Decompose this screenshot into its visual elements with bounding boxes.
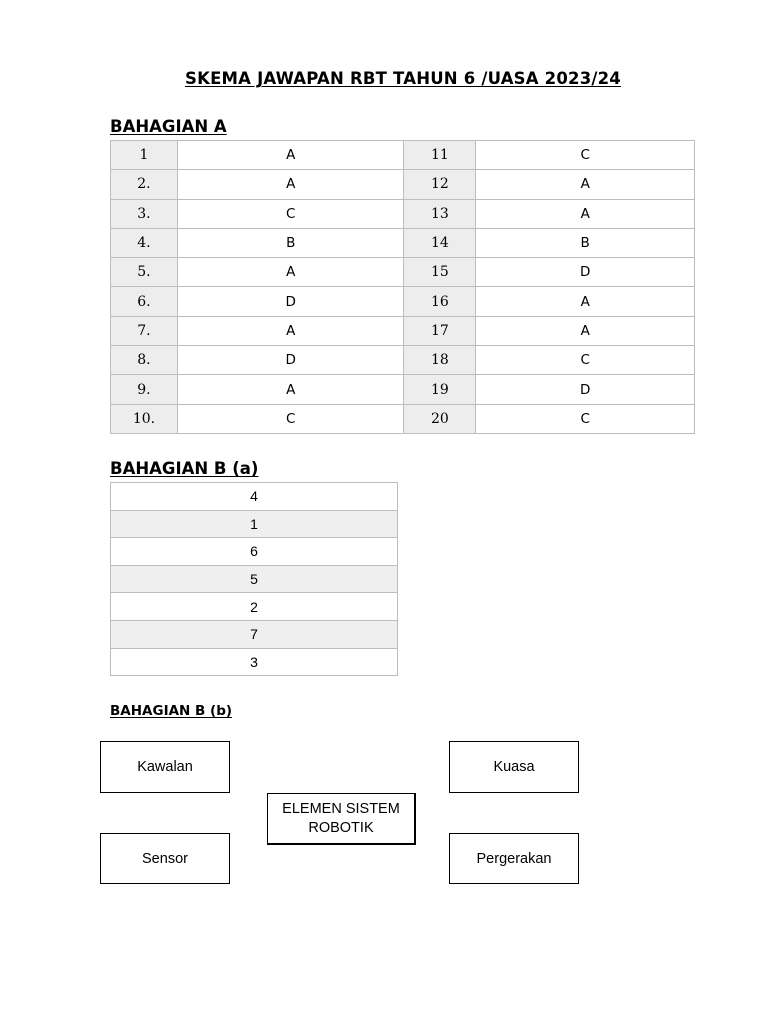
answer-cell: C xyxy=(177,199,404,228)
question-number: 17 xyxy=(404,316,476,345)
answer-cell: C xyxy=(476,346,695,375)
table-row xyxy=(111,375,695,404)
answer-table-bahagian-a xyxy=(110,140,695,434)
answer-cell: B xyxy=(476,228,695,257)
box-kawalan: Kawalan xyxy=(100,741,230,793)
answer-cell: 3 xyxy=(111,648,398,676)
answer-cell: D xyxy=(177,346,404,375)
answer-cell: D xyxy=(476,258,695,287)
table-row xyxy=(111,141,695,170)
answer-cell: C xyxy=(476,404,695,433)
answer-cell: 6 xyxy=(111,538,398,566)
table-row xyxy=(111,620,398,648)
answer-table-bahagian-b-a xyxy=(110,482,398,676)
question-number: 12 xyxy=(404,170,476,199)
table-row xyxy=(111,287,695,316)
answer-cell: A xyxy=(177,375,404,404)
answer-cell: 1 xyxy=(111,510,398,538)
question-number: 6. xyxy=(111,287,178,316)
table-row xyxy=(111,170,695,199)
table-row xyxy=(111,648,398,676)
question-number: 4. xyxy=(111,228,178,257)
question-number: 5. xyxy=(111,258,178,287)
answer-cell: C xyxy=(476,141,695,170)
section-heading-bahagian-b-b: BAHAGIAN B (b) xyxy=(110,703,233,719)
table-row xyxy=(111,593,398,621)
table-row xyxy=(111,538,398,566)
table-row xyxy=(111,346,695,375)
answer-cell: A xyxy=(476,170,695,199)
section-heading-bahagian-a: BAHAGIAN A xyxy=(110,117,227,136)
answer-cell: D xyxy=(177,287,404,316)
table-row xyxy=(111,483,398,511)
question-number: 18 xyxy=(404,346,476,375)
box-elemen-sistem-robotik: ELEMEN SISTEM ROBOTIK xyxy=(267,793,416,845)
table-row xyxy=(111,199,695,228)
question-number: 10. xyxy=(111,404,178,433)
answer-cell: A xyxy=(476,287,695,316)
question-number: 14 xyxy=(404,228,476,257)
question-number: 13 xyxy=(404,199,476,228)
answer-cell: 4 xyxy=(111,483,398,511)
question-number: 11 xyxy=(404,141,476,170)
question-number: 20 xyxy=(404,404,476,433)
box-kuasa: Kuasa xyxy=(449,741,579,793)
page-title: SKEMA JAWAPAN RBT TAHUN 6 /UASA 2023/24 xyxy=(185,69,621,88)
answer-cell: A xyxy=(476,316,695,345)
question-number: 9. xyxy=(111,375,178,404)
answer-cell: 7 xyxy=(111,620,398,648)
table-row xyxy=(111,404,695,433)
table-row xyxy=(111,258,695,287)
question-number: 2. xyxy=(111,170,178,199)
question-number: 3. xyxy=(111,199,178,228)
question-number: 7. xyxy=(111,316,178,345)
question-number: 1 xyxy=(111,141,178,170)
answer-cell: 2 xyxy=(111,593,398,621)
table-row xyxy=(111,510,398,538)
answer-cell: B xyxy=(177,228,404,257)
table-row xyxy=(111,565,398,593)
table-row xyxy=(111,316,695,345)
answer-cell: A xyxy=(177,170,404,199)
answer-cell: A xyxy=(177,141,404,170)
answer-cell: A xyxy=(177,258,404,287)
question-number: 15 xyxy=(404,258,476,287)
section-heading-bahagian-b-a: BAHAGIAN B (a) xyxy=(110,459,259,478)
answer-cell: C xyxy=(177,404,404,433)
question-number: 8. xyxy=(111,346,178,375)
answer-cell: 5 xyxy=(111,565,398,593)
box-pergerakan: Pergerakan xyxy=(449,833,579,884)
answer-cell: A xyxy=(177,316,404,345)
box-sensor: Sensor xyxy=(100,833,230,884)
table-row xyxy=(111,228,695,257)
question-number: 16 xyxy=(404,287,476,316)
answer-cell: D xyxy=(476,375,695,404)
question-number: 19 xyxy=(404,375,476,404)
answer-cell: A xyxy=(476,199,695,228)
